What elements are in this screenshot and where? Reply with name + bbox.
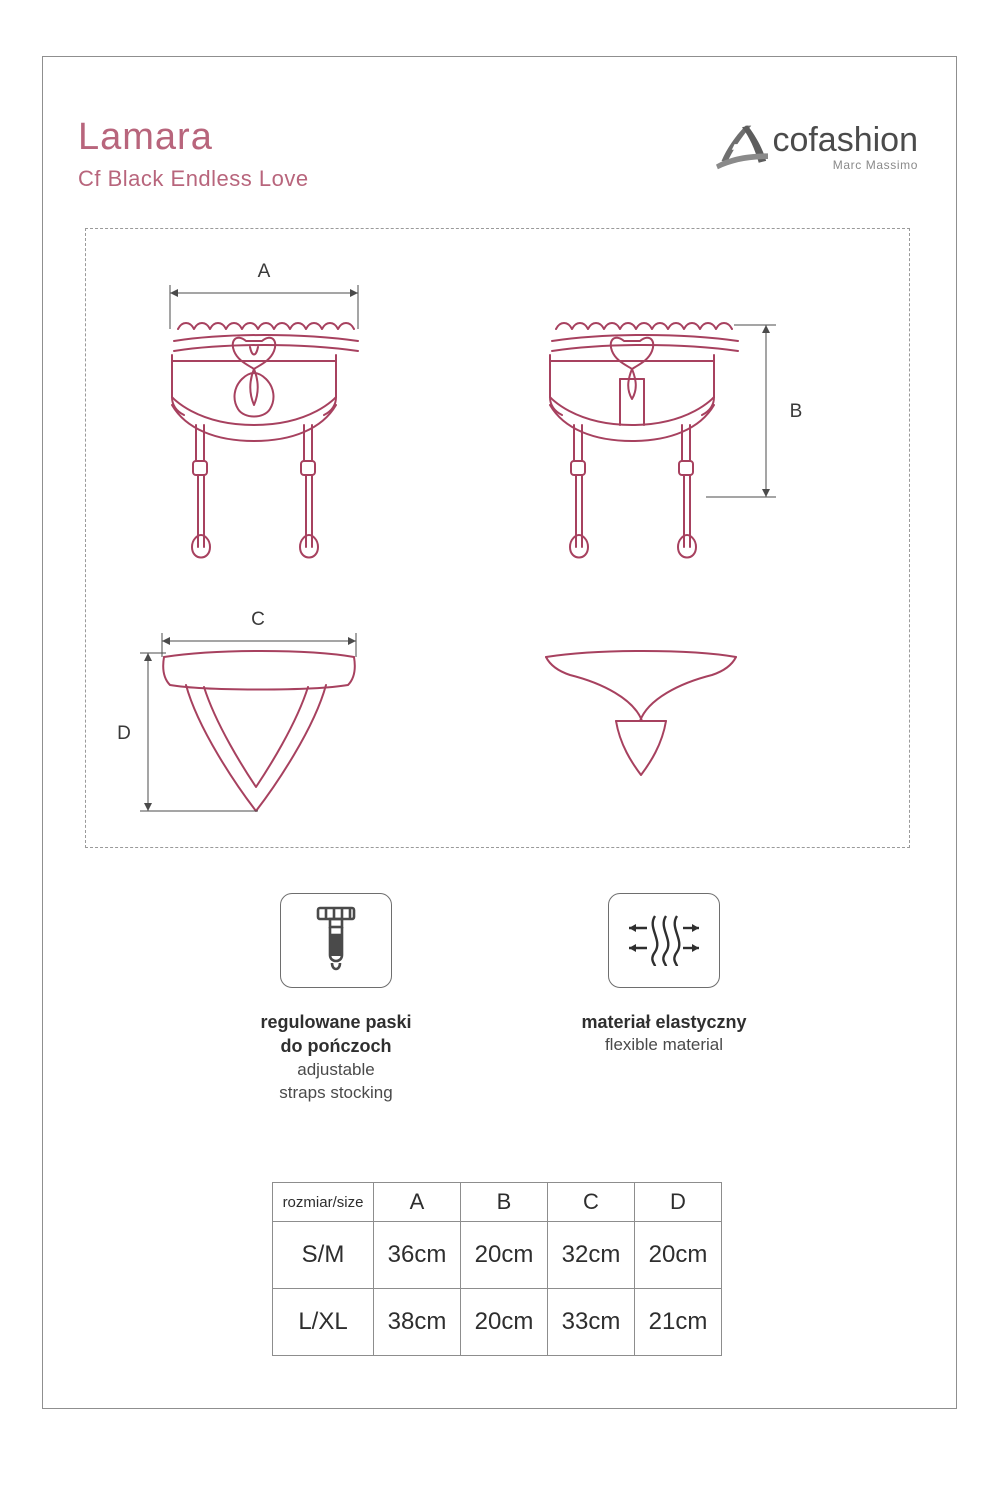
feature-label-en-line1: adjustable <box>297 1059 375 1079</box>
dimension-label-b: B <box>789 401 803 422</box>
feature-icon-box <box>280 893 392 988</box>
table-row <box>273 1289 722 1356</box>
row-size-label: S/M <box>273 1222 374 1289</box>
feature-label-pl <box>221 1010 451 1059</box>
features-row <box>0 893 1000 1104</box>
feature-label-pl-line2: do pończoch <box>280 1036 392 1057</box>
garment-line-drawings <box>86 229 909 847</box>
measurement-diagram <box>85 228 910 848</box>
dimension-label-c: C <box>251 609 265 630</box>
row-value-c: 32cm <box>548 1222 635 1289</box>
feature-label-en-line2: straps stocking <box>279 1082 393 1102</box>
garter-belt-back-drawing <box>550 323 738 558</box>
feature-label-pl-line1: regulowane paski <box>260 1012 412 1032</box>
brand-logo <box>714 120 918 172</box>
page-title: Lamara <box>78 116 213 158</box>
row-size-label: L/XL <box>273 1289 374 1356</box>
size-chart-table <box>272 1182 722 1356</box>
thong-front-drawing <box>163 651 355 811</box>
table-row <box>273 1222 722 1289</box>
table-header-size: rozmiar/size <box>273 1183 374 1222</box>
table-header-row <box>273 1183 722 1222</box>
row-value-a: 36cm <box>374 1222 461 1289</box>
feature-label-en <box>221 1059 451 1105</box>
cofashion-a-mark-icon <box>714 120 770 172</box>
row-value-d: 20cm <box>635 1222 722 1289</box>
feature-label-pl-line1: materiał elastyczny <box>581 1012 747 1032</box>
thong-back-drawing <box>546 651 736 775</box>
row-value-a: 38cm <box>374 1289 461 1356</box>
dimension-label-a: A <box>257 261 271 282</box>
elastic-material-waves-icon <box>621 910 707 972</box>
size-table-wrapper <box>272 1182 722 1356</box>
row-value-d: 21cm <box>635 1289 722 1356</box>
dimension-label-d: D <box>117 723 131 744</box>
table-header-a: A <box>374 1183 461 1222</box>
feature-label-pl <box>549 1010 779 1034</box>
brand-name: cofashion <box>772 121 918 159</box>
row-value-c: 33cm <box>548 1289 635 1356</box>
garter-belt-front-drawing <box>172 323 358 558</box>
feature-label-en-line1: flexible material <box>604 1035 724 1055</box>
feature-adjustable-straps <box>221 893 451 1104</box>
table-header-d: D <box>635 1183 722 1222</box>
feature-flexible-material <box>549 893 779 1104</box>
title-block <box>78 118 309 190</box>
feature-icon-box <box>608 893 720 988</box>
row-value-b: 20cm <box>461 1289 548 1356</box>
brand-tagline: Marc Massimo <box>832 158 918 173</box>
table-header-c: C <box>548 1183 635 1222</box>
adjustable-strap-clip-icon <box>308 903 364 979</box>
feature-label-en <box>549 1034 779 1057</box>
table-header-b: B <box>461 1183 548 1222</box>
brand-text <box>772 120 918 172</box>
row-value-b: 20cm <box>461 1222 548 1289</box>
product-subtitle: Cf Black Endless Love <box>78 166 309 191</box>
